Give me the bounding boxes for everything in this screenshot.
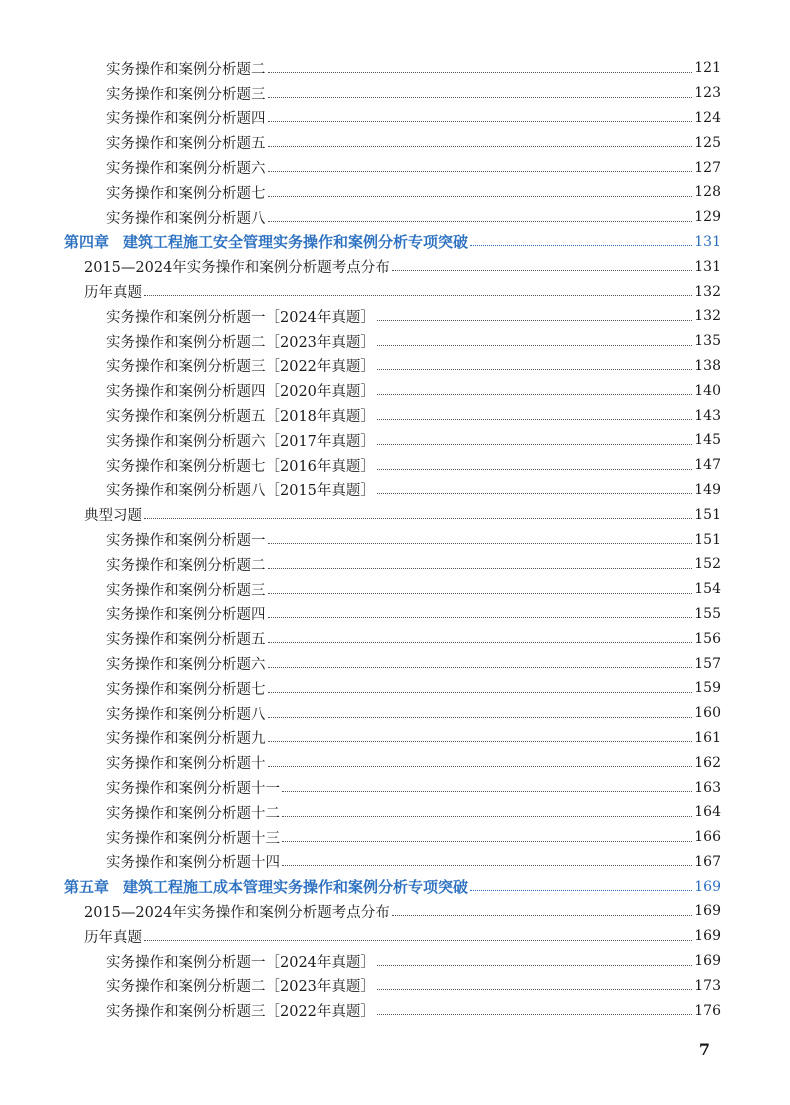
dot-leader <box>282 791 692 792</box>
toc-item-entry[interactable] <box>0 973 790 998</box>
dot-leader <box>268 692 693 693</box>
toc-page-number: 173 <box>694 977 721 994</box>
toc-entry-label: 实务操作和案例分析题三 <box>106 582 266 599</box>
toc-entry-label: 2015—2024年实务操作和案例分析题考点分布 <box>84 904 390 921</box>
toc-item-entry[interactable] <box>0 155 790 180</box>
toc-entry-label: 实务操作和案例分析题四［2020年真题］ <box>106 384 375 401</box>
toc-entry-label: 实务操作和案例分析题六［2017年真题］ <box>106 433 375 450</box>
dot-leader <box>470 245 692 246</box>
toc-page-number: 166 <box>694 829 721 846</box>
toc-page-number: 132 <box>694 308 721 325</box>
toc-item-entry[interactable] <box>0 850 790 875</box>
toc-entry-label: 历年真题 <box>84 929 142 946</box>
toc-item-entry[interactable] <box>0 577 790 602</box>
dot-leader <box>377 419 692 420</box>
toc-entry-label: 实务操作和案例分析题十 <box>106 756 266 773</box>
chapter-number: 第五章 <box>64 878 110 897</box>
toc-item-entry[interactable] <box>0 626 790 651</box>
toc-page-number: 145 <box>694 432 721 449</box>
dot-leader <box>282 841 692 842</box>
toc-page-number: 131 <box>694 258 721 275</box>
dot-leader <box>268 72 693 73</box>
toc-entry-label: 实务操作和案例分析题二 <box>106 61 266 78</box>
toc-item-entry[interactable] <box>0 180 790 205</box>
dot-leader <box>392 915 692 916</box>
toc-item-entry[interactable] <box>0 998 790 1023</box>
dot-leader <box>377 965 692 966</box>
toc-entry-label: 实务操作和案例分析题八 <box>106 706 266 723</box>
toc-page-number: 176 <box>694 1002 721 1019</box>
toc-entry-label: 实务操作和案例分析题二 <box>106 557 266 574</box>
toc-entry-label: 实务操作和案例分析题一［2024年真题］ <box>106 954 375 971</box>
toc-page-number: 154 <box>694 581 721 598</box>
toc-page-number: 163 <box>694 779 721 796</box>
toc-entry-label: 实务操作和案例分析题五 <box>106 632 266 649</box>
dot-leader <box>268 171 693 172</box>
toc-entry-label <box>64 231 468 252</box>
toc-item-entry[interactable] <box>0 378 790 403</box>
dot-leader <box>282 865 692 866</box>
toc-page-number: 121 <box>694 60 721 77</box>
dot-leader <box>282 816 692 817</box>
toc-chapter-entry[interactable] <box>0 230 790 255</box>
toc-item-entry[interactable] <box>0 329 790 354</box>
toc-page-number: 132 <box>694 283 721 300</box>
chapter-title: 建筑工程施工安全管理实务操作和案例分析专项突破 <box>123 233 469 252</box>
toc-entry-label <box>64 876 468 897</box>
toc-item-entry[interactable] <box>0 949 790 974</box>
page-number: 7 <box>698 1040 710 1059</box>
dot-leader <box>268 196 693 197</box>
toc-entry-label: 历年真题 <box>84 285 142 302</box>
toc-page-number: 123 <box>694 85 721 102</box>
toc-page-number: 147 <box>694 457 721 474</box>
dot-leader <box>377 989 692 990</box>
toc-item-entry[interactable] <box>0 775 790 800</box>
dot-leader <box>268 717 693 718</box>
toc-item-entry[interactable] <box>0 651 790 676</box>
dot-leader <box>268 568 693 569</box>
dot-leader <box>268 766 693 767</box>
toc-page-number: 135 <box>694 333 721 350</box>
toc-item-entry[interactable] <box>0 106 790 131</box>
toc-entry-label: 实务操作和案例分析题四 <box>106 607 266 624</box>
toc-page-number: 143 <box>694 407 721 424</box>
toc-item-entry[interactable] <box>0 354 790 379</box>
toc-entry-label: 实务操作和案例分析题七 <box>106 681 266 698</box>
toc-item-entry[interactable] <box>0 676 790 701</box>
dot-leader <box>144 940 692 941</box>
toc-page-number: 140 <box>694 382 721 399</box>
chapter-title: 建筑工程施工成本管理实务操作和案例分析专项突破 <box>123 878 469 897</box>
toc-entry-label: 实务操作和案例分析题九 <box>106 731 266 748</box>
toc-page-number: 169 <box>694 953 721 970</box>
toc-page-number: 131 <box>694 233 721 250</box>
toc-item-entry[interactable] <box>0 403 790 428</box>
dot-leader <box>470 890 692 891</box>
toc-item-entry[interactable] <box>0 800 790 825</box>
dot-leader <box>268 642 693 643</box>
toc-entry-label: 实务操作和案例分析题六 <box>106 161 266 178</box>
toc-page-number: 149 <box>694 481 721 498</box>
dot-leader <box>377 444 692 445</box>
toc-page-number: 169 <box>694 878 721 895</box>
toc-page-number: 151 <box>694 506 721 523</box>
toc-page-number: 152 <box>694 556 721 573</box>
toc-item-entry[interactable] <box>0 205 790 230</box>
dot-leader <box>392 270 692 271</box>
dot-leader <box>377 345 692 346</box>
toc-item-entry[interactable] <box>0 726 790 751</box>
toc-entry-label: 实务操作和案例分析题十一 <box>106 781 280 797</box>
toc-item-entry[interactable] <box>0 701 790 726</box>
toc-item-entry[interactable] <box>0 602 790 627</box>
toc-page-number: 124 <box>694 109 721 126</box>
toc-entry-label: 实务操作和案例分析题十三 <box>106 830 280 847</box>
dot-leader <box>377 320 692 321</box>
dot-leader <box>268 121 693 122</box>
toc-page-number: 151 <box>694 531 721 548</box>
toc-item-entry[interactable] <box>0 527 790 552</box>
toc-page-number: 160 <box>694 705 721 722</box>
toc-entry-label: 实务操作和案例分析题二［2023年真题］ <box>106 979 375 996</box>
toc-item-entry[interactable] <box>0 453 790 478</box>
toc-entry-label: 实务操作和案例分析题二［2023年真题］ <box>106 334 375 351</box>
toc-entry-label: 实务操作和案例分析题八［2015年真题］ <box>106 483 375 500</box>
toc-entry-label: 实务操作和案例分析题七［2016年真题］ <box>106 458 375 475</box>
dot-leader <box>268 146 693 147</box>
toc-section-entry[interactable] <box>0 924 790 949</box>
toc-item-entry[interactable] <box>0 552 790 577</box>
toc-entry-label: 实务操作和案例分析题三 <box>106 86 266 103</box>
dot-leader <box>268 543 693 544</box>
toc-page-number: 138 <box>694 357 721 374</box>
dot-leader <box>268 221 693 222</box>
dot-leader <box>268 741 693 742</box>
toc-item-entry[interactable] <box>0 825 790 850</box>
dot-leader <box>144 295 692 296</box>
toc-page-number: 129 <box>694 209 721 226</box>
toc-section-entry[interactable] <box>0 279 790 304</box>
toc-item-entry[interactable] <box>0 478 790 503</box>
toc-page-number: 128 <box>694 184 721 201</box>
dot-leader <box>377 394 692 395</box>
toc-chapter-entry[interactable] <box>0 874 790 899</box>
toc-entry-label: 实务操作和案例分析题六 <box>106 657 266 674</box>
toc-page-number: 164 <box>694 804 721 821</box>
toc-section-entry[interactable] <box>0 254 790 279</box>
toc-entry-label: 2015—2024年实务操作和案例分析题考点分布 <box>84 260 390 277</box>
toc-entry-label: 实务操作和案例分析题三［2022年真题］ <box>106 1004 375 1021</box>
toc-item-entry[interactable] <box>0 56 790 81</box>
dot-leader <box>377 369 692 370</box>
toc-page-number: 167 <box>694 853 721 870</box>
toc-item-entry[interactable] <box>0 428 790 453</box>
toc-item-entry[interactable] <box>0 81 790 106</box>
toc-entry-label: 实务操作和案例分析题一 <box>106 533 266 550</box>
dot-leader <box>144 518 692 519</box>
toc-entry-label: 实务操作和案例分析题四 <box>106 111 266 128</box>
toc-page-number: 125 <box>694 134 721 151</box>
toc-entry-label: 典型习题 <box>84 508 142 525</box>
toc-page-number: 156 <box>694 630 721 647</box>
dot-leader <box>377 1014 692 1015</box>
toc-page-number: 162 <box>694 754 721 771</box>
toc-entry-label: 实务操作和案例分析题五［2018年真题］ <box>106 409 375 426</box>
toc-section-entry[interactable] <box>0 502 790 527</box>
toc-page-number: 155 <box>694 605 721 622</box>
toc-item-entry[interactable] <box>0 304 790 329</box>
toc-entry-label: 实务操作和案例分析题五 <box>106 136 266 153</box>
toc-entry-label: 实务操作和案例分析题十二 <box>106 805 280 822</box>
toc-page-number: 159 <box>694 680 721 697</box>
toc-entry-label: 实务操作和案例分析题八 <box>106 210 266 227</box>
toc-item-entry[interactable] <box>0 750 790 775</box>
toc-entry-label: 实务操作和案例分析题三［2022年真题］ <box>106 359 375 376</box>
dot-leader <box>268 593 693 594</box>
dot-leader <box>377 493 692 494</box>
toc-entry-label: 实务操作和案例分析题十四 <box>106 855 280 872</box>
toc-section-entry[interactable] <box>0 899 790 924</box>
toc-page-number: 157 <box>694 655 721 672</box>
toc-item-entry[interactable] <box>0 130 790 155</box>
toc-page-number: 127 <box>694 159 721 176</box>
toc-page-number: 169 <box>694 928 721 945</box>
dot-leader <box>377 469 692 470</box>
dot-leader <box>268 667 693 668</box>
table-of-contents <box>0 56 790 1023</box>
toc-entry-label: 实务操作和案例分析题一［2024年真题］ <box>106 309 375 326</box>
dot-leader <box>268 617 693 618</box>
toc-page-number: 169 <box>694 903 721 920</box>
toc-page-number: 161 <box>694 729 721 746</box>
chapter-number: 第四章 <box>64 233 110 252</box>
dot-leader <box>268 97 693 98</box>
toc-entry-label: 实务操作和案例分析题七 <box>106 185 266 202</box>
